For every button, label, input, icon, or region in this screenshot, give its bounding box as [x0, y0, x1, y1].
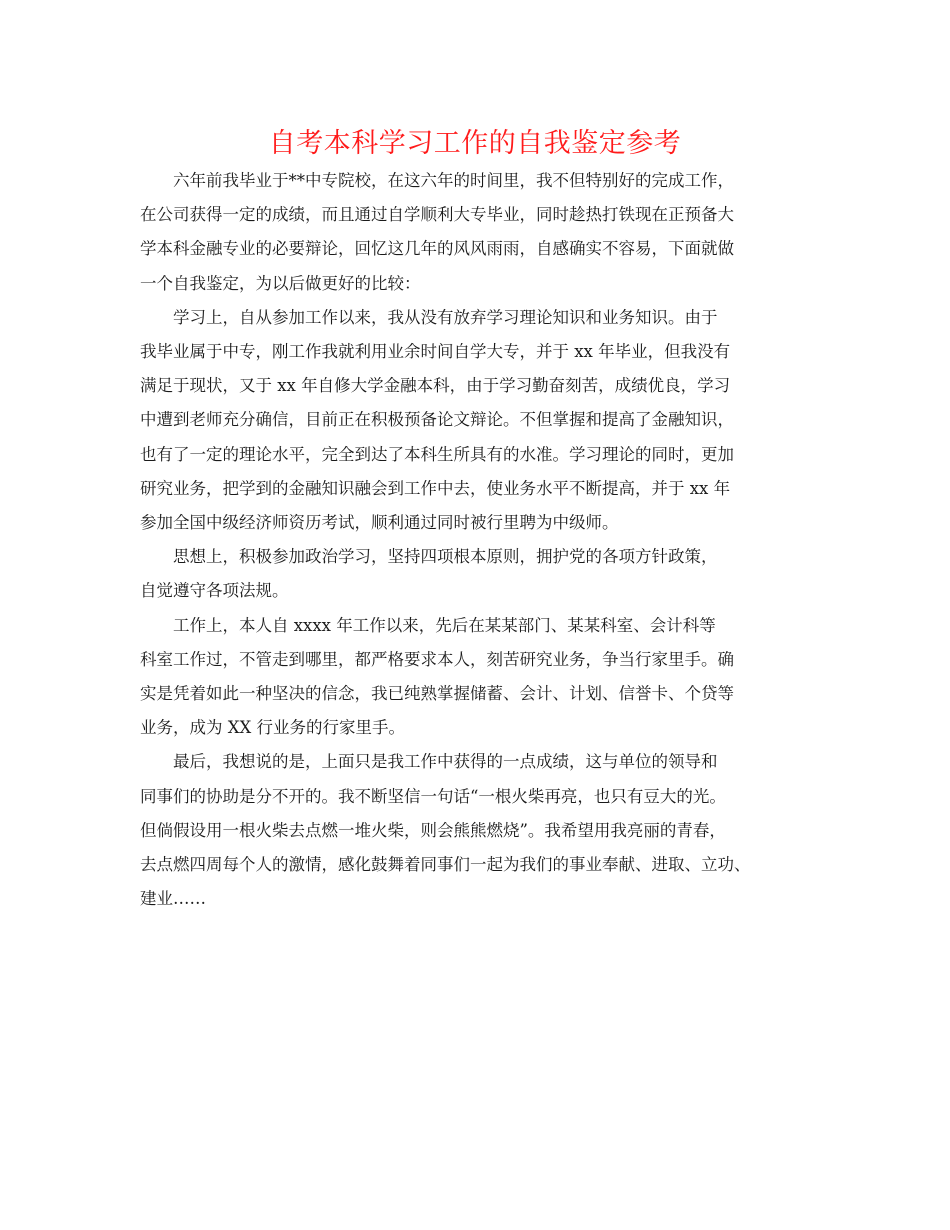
- paragraph-line: 学习上，自从参加工作以来，我从没有放弃学习理论知识和业务知识。由于: [173, 307, 718, 327]
- paragraph-line: 在公司获得一定的成绩，而且通过自学顺利大专毕业，同时趁热打铁现在正预备大: [140, 205, 734, 225]
- paragraph-line: 满足于现状，又于 xx 年自修大学金融本科，由于学习勤奋刻苦，成绩优良，学习: [140, 376, 731, 396]
- paragraph-study: [140, 301, 824, 540]
- paragraph-line: 科室工作过，不管走到哪里，都严格要求本人，刻苦研究业务，争当行家里手。确: [140, 649, 734, 669]
- paragraph-line: 中遭到老师充分确信，目前正在积极预备论文辩论。不但掌握和提高了金融知识，: [140, 410, 734, 430]
- paragraph-intro: [140, 164, 824, 301]
- document-body: [140, 164, 824, 916]
- paragraph-line: 自觉遵守各项法规。: [140, 581, 289, 601]
- paragraph-line: 六年前我毕业于**中专院校，在这六年的时间里，我不但特别好的完成工作，: [173, 171, 734, 190]
- paragraph-line: 参加全国中级经济师资历考试，顺利通过同时被行里聘为中级师。: [140, 513, 619, 533]
- paragraph-line: 同事们的协助是分不开的。我不断坚信一句话“一根火柴再亮，也只有豆大的光。: [140, 786, 726, 806]
- paragraph-line: 但倘假设用一根火柴去点燃一堆火柴，则会熊熊燃烧”。我希望用我亮丽的青春，: [140, 820, 726, 840]
- paragraph-line: 实是凭着如此一种坚决的信念，我已纯熟掌握储蓄、会计、计划、信誉卡、个贷等: [140, 684, 734, 704]
- paragraph-line: 思想上，积极参加政治学习，坚持四项根本原则，拥护党的各项方针政策，: [173, 547, 718, 567]
- paragraph-line: 建业……: [140, 889, 206, 909]
- paragraph-line: 去点燃四周每个人的激情，感化鼓舞着同事们一起为我们的事业奉献、进取、立功、: [140, 855, 751, 875]
- paragraph-line: 一个自我鉴定，为以后做更好的比较：: [140, 273, 421, 293]
- paragraph-line: 工作上，本人自 xxxx 年工作以来，先后在某某部门、某某科室、会计科等: [173, 615, 716, 635]
- document-title: 自考本科学习工作的自我鉴定参考: [268, 128, 682, 159]
- paragraph-line: 我毕业属于中专，刚工作我就利用业余时间自学大专，并于 xx 年毕业，但我没有: [140, 342, 731, 362]
- paragraph-conclusion: [140, 745, 824, 916]
- paragraph-line: 业务，成为 XX 行业务的行家里手。: [140, 718, 405, 738]
- paragraph-line: 也有了一定的理论水平，完全到达了本科生所具有的水准。学习理论的同时，更加: [140, 444, 734, 464]
- paragraph-line: 研究业务，把学到的金融知识融会到工作中去，使业务水平不断提高，并于 xx 年: [140, 478, 731, 498]
- paragraph-line: 学本科金融专业的必要辩论，回忆这几年的风风雨雨，自感确实不容易，下面就做: [140, 239, 734, 259]
- paragraph-thought: [140, 540, 824, 608]
- paragraph-work: [140, 609, 824, 746]
- paragraph-line: 最后，我想说的是，上面只是我工作中获得的一点成绩，这与单位的领导和: [173, 752, 718, 772]
